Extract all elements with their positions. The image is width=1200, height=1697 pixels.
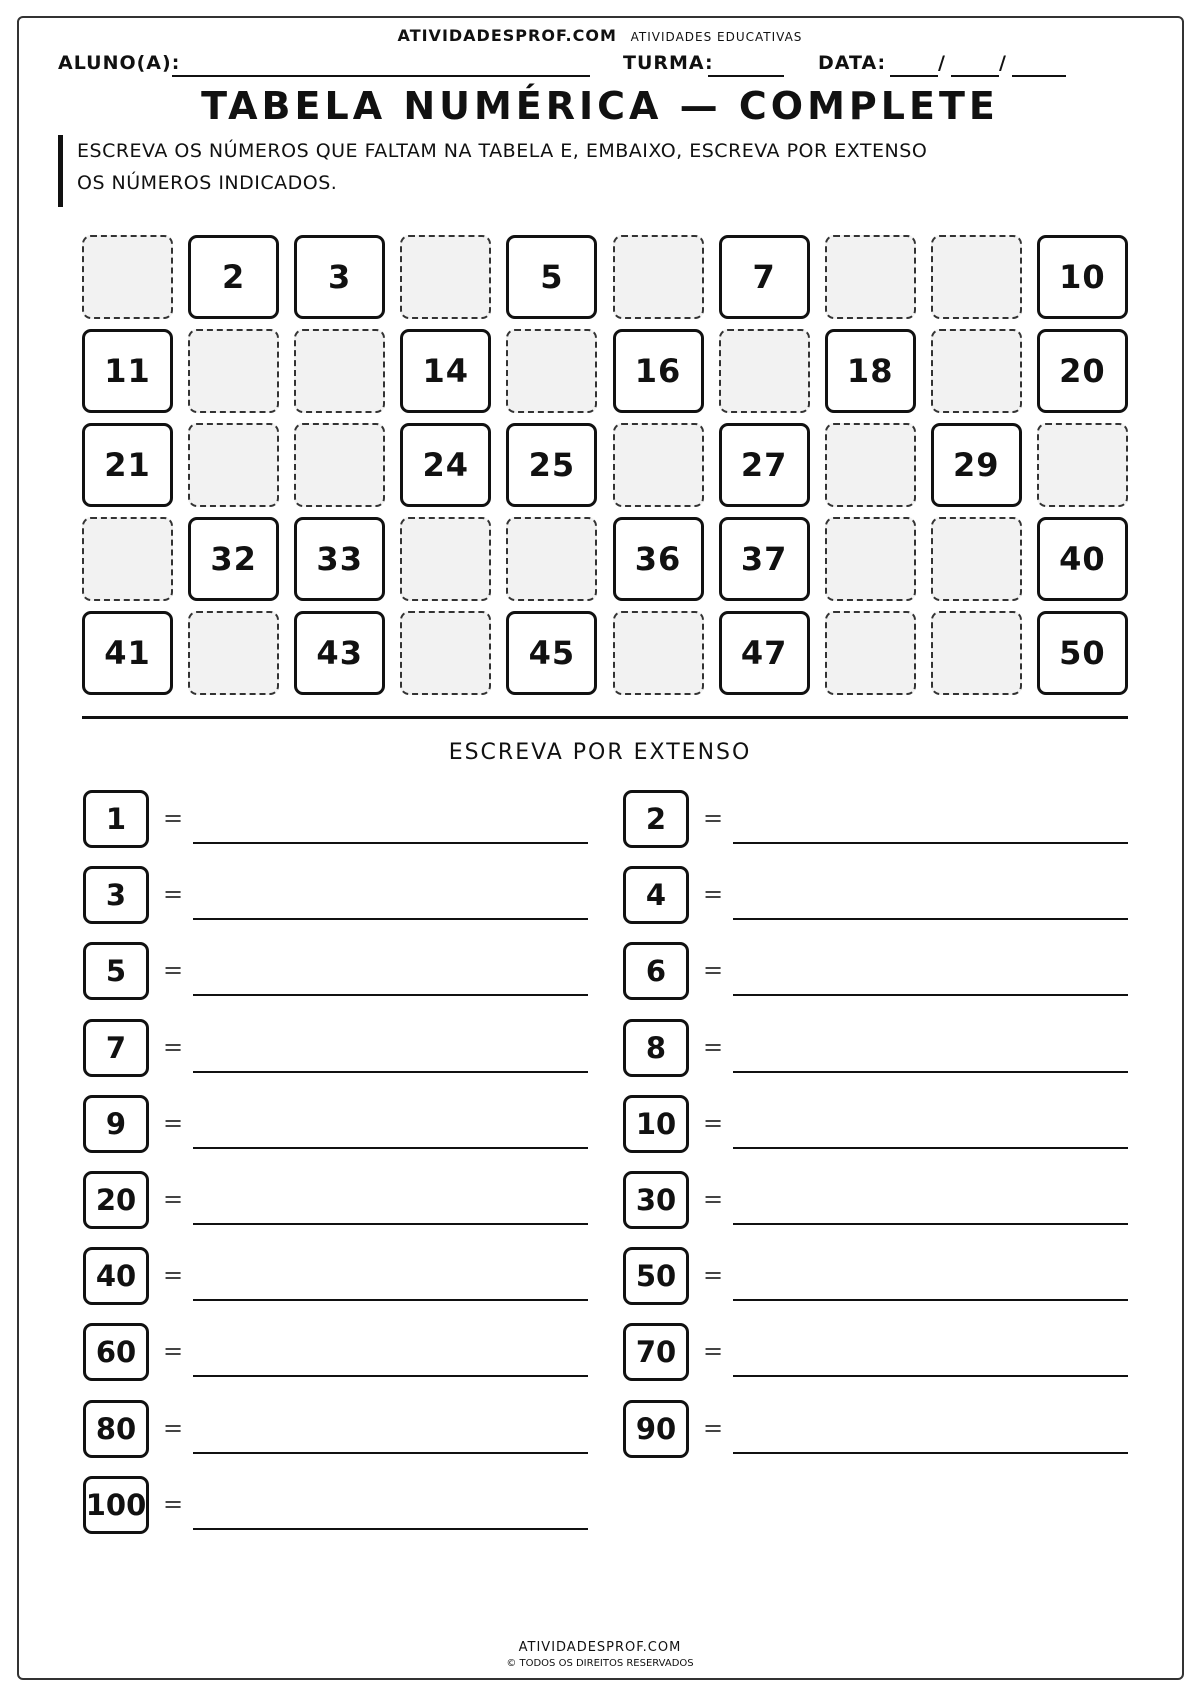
extenso-number-box: 60 <box>83 1323 149 1381</box>
extenso-number-box: 7 <box>83 1019 149 1077</box>
answer-line[interactable] <box>733 842 1128 844</box>
equals-sign: = <box>703 956 724 985</box>
page-title: TABELA NUMÉRICA — COMPLETE <box>201 84 999 128</box>
number-cell: 20 <box>1037 329 1128 413</box>
extenso-number-box: 70 <box>623 1323 689 1381</box>
equals-sign: = <box>163 1337 184 1366</box>
extenso-number-box: 6 <box>623 942 689 1000</box>
extenso-number-box: 30 <box>623 1171 689 1229</box>
number-cell: 41 <box>82 611 173 695</box>
number-cell: 47 <box>719 611 810 695</box>
answer-line[interactable] <box>733 1299 1128 1301</box>
extenso-item <box>623 1247 1143 1305</box>
extenso-number-box: 10 <box>623 1095 689 1153</box>
number-cell: 5 <box>506 235 597 319</box>
equals-sign: = <box>703 1413 724 1442</box>
answer-line[interactable] <box>193 1147 588 1149</box>
number-cell: 24 <box>400 423 491 507</box>
equals-sign: = <box>163 956 184 985</box>
extenso-item <box>83 1476 603 1534</box>
number-cell: 45 <box>506 611 597 695</box>
number-cell: 18 <box>825 329 916 413</box>
extenso-number-box: 20 <box>83 1171 149 1229</box>
extenso-item <box>83 1095 603 1153</box>
equals-sign: = <box>163 804 184 832</box>
number-cell: 3 <box>294 235 385 319</box>
number-cell: 10 <box>1037 235 1128 319</box>
footer-site: ATIVIDADESPROF.COM <box>518 1640 682 1655</box>
number-cell: 21 <box>82 423 173 507</box>
equals-sign: = <box>163 1108 184 1137</box>
answer-line[interactable] <box>733 918 1128 920</box>
equals-sign: = <box>163 1261 184 1290</box>
date-separator: / <box>999 52 1007 74</box>
extenso-number-box: 4 <box>623 866 689 924</box>
date-label: DATA: <box>818 52 887 74</box>
equals-sign: = <box>163 1185 184 1213</box>
number-cell: 40 <box>1037 517 1128 601</box>
extenso-item <box>623 942 1143 1000</box>
number-cell: 29 <box>931 423 1022 507</box>
extenso-number-box: 40 <box>83 1247 149 1305</box>
answer-line[interactable] <box>733 1375 1128 1377</box>
number-cell: 16 <box>613 329 704 413</box>
extenso-item <box>623 1323 1143 1381</box>
instructions-line-2: OS NÚMEROS INDICADOS. <box>77 172 338 194</box>
number-cell: 11 <box>82 329 173 413</box>
footer-rights: © TODOS OS DIREITOS RESERVADOS <box>506 1658 694 1669</box>
class-label: TURMA: <box>623 52 714 74</box>
number-cell: 37 <box>719 517 810 601</box>
answer-line[interactable] <box>733 1223 1128 1225</box>
answer-line[interactable] <box>193 1528 588 1530</box>
extenso-item <box>83 1323 603 1381</box>
extenso-item <box>623 866 1143 924</box>
extenso-number-box: 80 <box>83 1400 149 1458</box>
equals-sign: = <box>703 804 724 832</box>
number-cell: 2 <box>188 235 279 319</box>
extenso-item <box>623 790 1143 848</box>
number-cell: 27 <box>719 423 810 507</box>
answer-line[interactable] <box>193 1299 588 1301</box>
extenso-item <box>83 1400 603 1458</box>
extenso-number-box: 1 <box>83 790 149 848</box>
extenso-number-box: 8 <box>623 1019 689 1077</box>
footer <box>0 1640 1200 1672</box>
extenso-item <box>83 1171 603 1229</box>
equals-sign: = <box>703 1032 724 1061</box>
extenso-item <box>83 866 603 924</box>
answer-line[interactable] <box>193 1452 588 1454</box>
number-cell: 50 <box>1037 611 1128 695</box>
extenso-number-box: 100 <box>83 1476 149 1534</box>
equals-sign: = <box>703 1261 724 1290</box>
extenso-item <box>623 1400 1143 1458</box>
extenso-number-box: 5 <box>83 942 149 1000</box>
number-cell: 25 <box>506 423 597 507</box>
answer-line[interactable] <box>193 918 588 920</box>
equals-sign: = <box>703 1185 724 1213</box>
equals-sign: = <box>163 1413 184 1442</box>
number-cell: 32 <box>188 517 279 601</box>
number-cell: 36 <box>613 517 704 601</box>
extenso-number-box: 50 <box>623 1247 689 1305</box>
site-subtitle: ATIVIDADES EDUCATIVAS <box>630 30 803 44</box>
answer-line[interactable] <box>733 1147 1128 1149</box>
extenso-item <box>623 1171 1143 1229</box>
extenso-number-box: 9 <box>83 1095 149 1153</box>
number-cell: 7 <box>719 235 810 319</box>
answer-line[interactable] <box>193 994 588 996</box>
student-label: ALUNO(A): <box>58 52 181 74</box>
equals-sign: = <box>163 1489 184 1518</box>
answer-line[interactable] <box>193 1375 588 1377</box>
extenso-title: ESCREVA POR EXTENSO <box>448 740 752 765</box>
extenso-item <box>83 790 603 848</box>
instructions-line-1: ESCREVA OS NÚMEROS QUE FALTAM NA TABELA E, EMBAIXO, ESCREVA POR EXTENSO <box>77 140 928 162</box>
date-separator: / <box>938 52 946 74</box>
extenso-number-box: 3 <box>83 866 149 924</box>
answer-line[interactable] <box>733 1452 1128 1454</box>
number-cell: 43 <box>294 611 385 695</box>
equals-sign: = <box>163 880 184 909</box>
answer-line[interactable] <box>733 1071 1128 1073</box>
equals-sign: = <box>703 1108 724 1137</box>
equals-sign: = <box>163 1032 184 1061</box>
number-cell: 33 <box>294 517 385 601</box>
number-cell: 14 <box>400 329 491 413</box>
answer-line[interactable] <box>193 842 588 844</box>
extenso-number-box: 90 <box>623 1400 689 1458</box>
extenso-item <box>623 1019 1143 1077</box>
extenso-item <box>83 1247 603 1305</box>
answer-line[interactable] <box>733 994 1128 996</box>
answer-line[interactable] <box>193 1071 588 1073</box>
equals-sign: = <box>703 1337 724 1366</box>
extenso-item <box>623 1095 1143 1153</box>
answer-line[interactable] <box>193 1223 588 1225</box>
site-name: ATIVIDADESPROF.COM <box>397 26 617 45</box>
equals-sign: = <box>703 880 724 909</box>
extenso-item <box>83 942 603 1000</box>
extenso-number-box: 2 <box>623 790 689 848</box>
extenso-item <box>83 1019 603 1077</box>
